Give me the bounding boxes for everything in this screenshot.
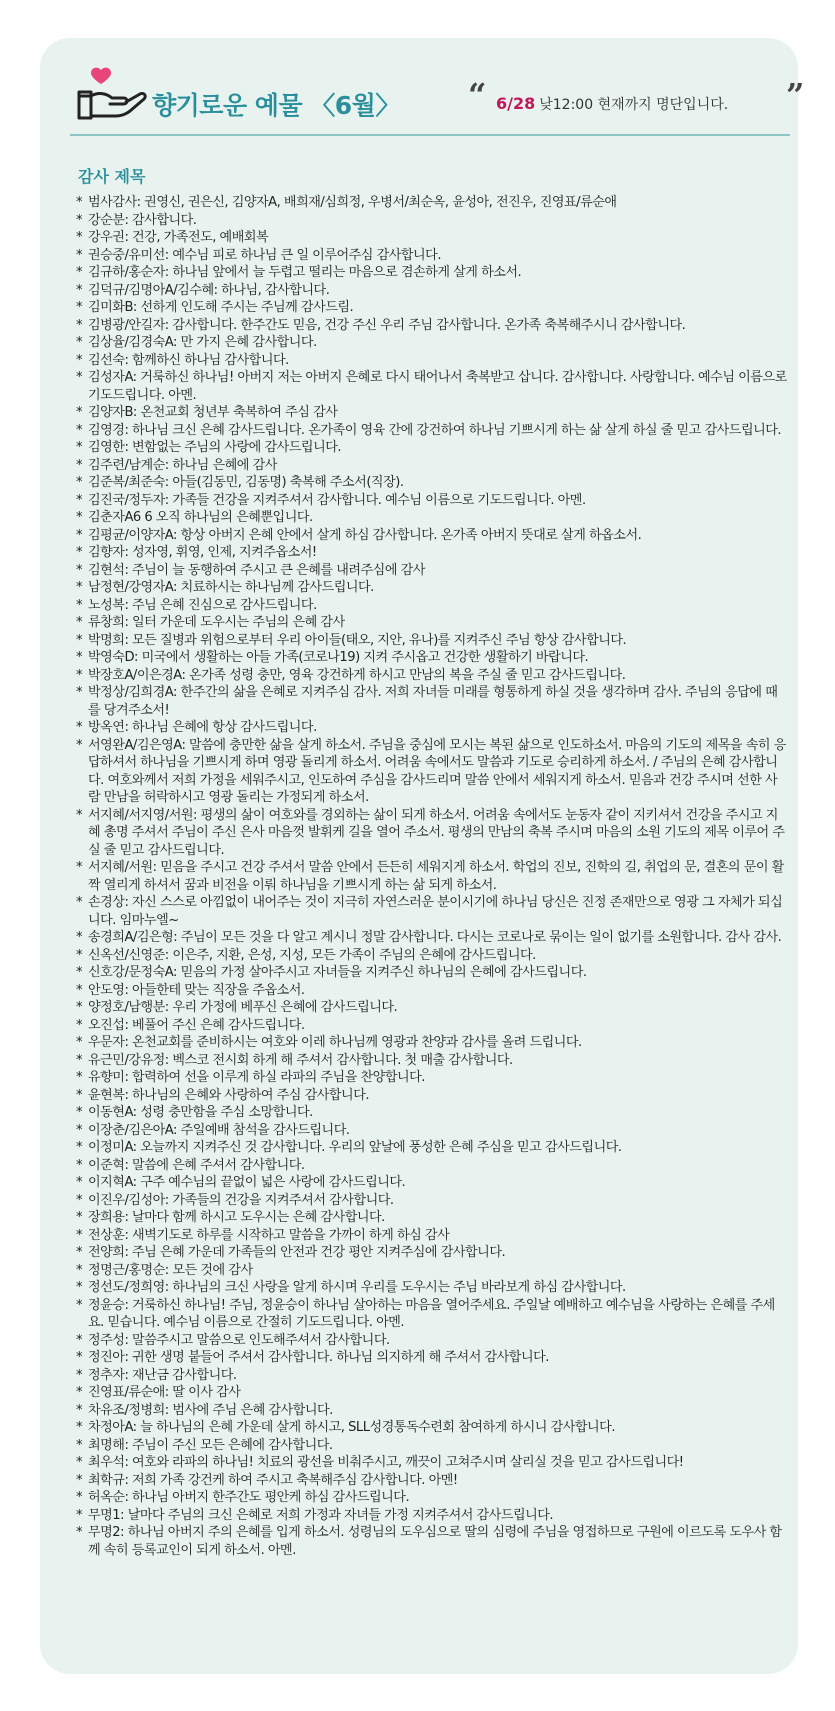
list-item: * 방옥연: 하나님 은혜에 항상 감사드립니다. <box>76 719 788 737</box>
list-item: * 김병광/안길자: 감사합니다. 한주간도 믿음, 건강 주신 우리 주님 감사합니다. 온가족 축복해주시니 감사합니다. <box>76 317 788 335</box>
heart-hand-icon <box>76 66 148 124</box>
status-text: 낮12:00 현재까지 명단입니다. <box>539 97 729 113</box>
list-item: * 강우권: 건강, 가족전도, 예배회복 <box>76 229 788 247</box>
list-item: * 무명2: 하나님 아버지 주의 은혜를 입게 하소서. 성령님의 도우심으로 딸의 심령에 주님을 영접하므로 구원에 이르도록 도우사 함께 속히 등록교인이 되게 하소서. 아멘. <box>76 1524 788 1559</box>
page-title: 향기로운 예물 〈6월〉 <box>152 91 400 120</box>
list-item: * 전상훈: 새벽기도로 하루를 시작하고 말씀을 가까이 하게 하심 감사 <box>76 1227 788 1245</box>
list-item: * 강순분: 감사합니다. <box>76 212 788 230</box>
list-item: * 김평균/이양자A: 항상 아버지 은혜 안에서 살게 하심 감사합니다. 온가족 아버지 뜻대로 살게 하옵소서. <box>76 527 788 545</box>
list-item: * 최우석: 여호와 라파의 하나님! 치료의 광선을 비춰주시고, 깨끗이 고쳐주시며 살리실 것을 믿고 감사드립니다! <box>76 1454 788 1472</box>
list-item: * 우문자: 온천교회를 준비하시는 여호와 이레 하나님께 영광과 찬양과 감사를 올려 드립니다. <box>76 1034 788 1052</box>
list-item: * 차유조/정병희: 범사에 주님 은혜 감사합니다. <box>76 1402 788 1420</box>
list-item: * 윤현복: 하나님의 은혜와 사랑하여 주심 감사합니다. <box>76 1087 788 1105</box>
list-item: * 정주성: 말씀주시고 말씀으로 인도해주셔서 감사합니다. <box>76 1332 788 1350</box>
list-item: * 이장춘/김은아A: 주일예배 참석을 감사드립니다. <box>76 1122 788 1140</box>
list-item: * 정윤승: 거룩하신 하나님! 주님, 정윤승이 하나님 살아하는 마음을 열어주세요. 주일날 예배하고 예수님을 사랑하는 은혜를 주세요. 믿습니다. 예수님 이름으로 간절히 기도드립니다. 아멘. <box>76 1297 788 1332</box>
list-item: * 김현석: 주님이 늘 동행하여 주시고 큰 은혜를 내려주심에 감사 <box>76 562 788 580</box>
list-item: * 차정아A: 늘 하나님의 은혜 가운데 살게 하시고, SLL성경통독수련회 참여하게 하시니 감사합니다. <box>76 1419 788 1437</box>
list-item: * 박명희: 모든 질병과 위험으로부터 우리 아이들(태오, 지안, 유나)를 지켜주신 주님 항상 감사합니다. <box>76 632 788 650</box>
list-item: * 정진아: 귀한 생명 붙들어 주셔서 감사합니다. 하나님 의지하게 해 주셔서 감사합니다. <box>76 1349 788 1367</box>
status-note <box>496 94 728 114</box>
list-item: * 양정호/남행분: 우리 가정에 베푸신 은혜에 감사드립니다. <box>76 999 788 1017</box>
list-item: * 신호강/문정숙A: 믿음의 가정 살아주시고 자녀들을 지켜주신 하나님의 은혜에 감사드립니다. <box>76 964 788 982</box>
list-item: * 정선도/정희영: 하나님의 크신 사랑을 알게 하시며 우리를 도우시는 주님 바라보게 하심 감사합니다. <box>76 1279 788 1297</box>
list-item: * 김영한: 변함없는 주님의 사랑에 감사드립니다. <box>76 439 788 457</box>
list-item: * 이진우/김성아: 가족들의 건강을 지켜주셔서 감사합니다. <box>76 1192 788 1210</box>
list-item: * 권승중/유미선: 예수님 피로 하나님 큰 일 이루어주심 감사합니다. <box>76 247 788 265</box>
list-item: * 서영완A/김은영A: 말씀에 충만한 삶을 살게 하소서. 주님을 중심에 모시는 복된 삶으로 인도하소서. 마음의 기도의 제목을 속히 응답하셔서 하나님을 기쁘시게 하며 영광 돌리게 하소서. 어려움 속에서도 말씀과 기도로 승리하게 하소서. / 주님의 은혜 감사합니다. 여호와께서 저희 가정을 세워주시고, 인도하여 주심을 감사드리며 말씀 안에서 세워지게 하소서. 믿음과 건강 주시며 선한 사람 만남을 허락하시고 영광 돌리는 가정되게 하소서. <box>76 737 788 807</box>
list-item: * 서지혜/서원: 믿음을 주시고 건강 주셔서 말씀 안에서 든든히 세워지게 하소서. 학업의 진보, 진학의 길, 취업의 문, 결혼의 문이 활짝 열리게 하셔서 꿈과 비전을 이뤄 하나님을 기쁘시게 하는 삶 되게 하소서. <box>76 859 788 894</box>
header <box>76 64 805 134</box>
list-item: * 박영숙D: 미국에서 생활하는 아들 가족(코로나19) 지켜 주시옵고 건강한 생활하기 바랍니다. <box>76 649 788 667</box>
list-item: * 김주련/남계순: 하나님 은혜에 감사 <box>76 457 788 475</box>
list-item: * 안도영: 아들한테 맞는 직장을 주옵소서. <box>76 982 788 1000</box>
offering-card <box>40 38 805 1674</box>
divider <box>70 134 790 136</box>
quote-open: “ <box>468 76 487 114</box>
list-item: * 김상율/김경숙A: 만 가지 은혜 감사합니다. <box>76 334 788 352</box>
list-item: * 서지혜/서지영/서원: 평생의 삶이 여호와를 경외하는 삶이 되게 하소서. 어려움 속에서도 눈동자 같이 지키셔서 건강을 주시고 지혜 총명 주셔서 주님이 주신 은사 마음껏 발휘케 길을 열어 주소서. 평생의 만남의 축복 주시며 마음의 소원 기도의 제목 이루어 주실 줄 믿고 감사드립니다. <box>76 807 788 860</box>
list-item: * 정명근/홍명순: 모든 것에 감사 <box>76 1262 788 1280</box>
list-item: * 박장호A/이은경A: 온가족 성령 충만, 영육 강건하게 하시고 만남의 복을 주실 줄 믿고 감사드립니다. <box>76 667 788 685</box>
list-item: * 진영표/류순애: 딸 이사 감사 <box>76 1384 788 1402</box>
list-item: * 김규하/홍순자: 하나님 앞에서 늘 두렵고 떨리는 마음으로 겸손하게 살게 하소서. <box>76 264 788 282</box>
list-item: * 오진섭: 베풀어 주신 은혜 감사드립니다. <box>76 1017 788 1035</box>
list-item: * 김선숙: 함께하신 하나님 감사합니다. <box>76 352 788 370</box>
list-item: * 손경상: 자신 스스로 아낌없이 내어주는 것이 지극히 자연스러운 분이시기에 하나님 당신은 진정 존재만으로 영광 그 자체가 되십니다. 임마누엘~ <box>76 894 788 929</box>
list-item: * 송경희A/김은형: 주님이 모든 것을 다 알고 계시니 정말 감사합니다. 다시는 코로나로 묶이는 일이 없기를 소원합니다. 감사 감사. <box>76 929 788 947</box>
list-item: * 김준복/최준숙: 아들(김동민, 김동명) 축복해 주소서(직장). <box>76 474 788 492</box>
list-item: * 이준혁: 말씀에 은혜 주셔서 감사합니다. <box>76 1157 788 1175</box>
list-item: * 이지혁A: 구주 예수님의 끝없이 넓은 사랑에 감사드립니다. <box>76 1174 788 1192</box>
list-item: * 김춘자A6 6 오직 하나님의 은혜뿐입니다. <box>76 509 788 527</box>
list-item: * 정추자: 재난금 감사합니다. <box>76 1367 788 1385</box>
list-item: * 김미화B: 선하게 인도해 주시는 주님께 감사드림. <box>76 299 788 317</box>
list-item: * 남정현/강영자A: 치료하시는 하나님께 감사드립니다. <box>76 579 788 597</box>
list-item: * 무명1: 날마다 주님의 크신 은혜로 저희 가정과 자녀들 가정 지켜주셔서 감사드립니다. <box>76 1507 788 1525</box>
section-title: 감사 제목 <box>78 167 146 186</box>
list-item: * 유근민/강유정: 벡스코 전시회 하게 해 주셔서 감사합니다. 첫 매출 감사합니다. <box>76 1052 788 1070</box>
quote-close: ” <box>786 76 805 114</box>
list-item: * 범사감사: 권영신, 권은신, 김양자A, 배희재/심희정, 우병서/최순옥, 윤성아, 전진우, 진영표/류순애 <box>76 194 788 212</box>
list-item: * 최명해: 주님이 주신 모든 은혜에 감사합니다. <box>76 1437 788 1455</box>
thanks-list <box>76 194 788 1559</box>
list-item: * 이동현A: 성령 충만함을 주심 소망합니다. <box>76 1104 788 1122</box>
list-item: * 박정상/김희경A: 한주간의 삶을 은혜로 지켜주심 감사. 저희 자녀들 미래를 형통하게 하실 것을 생각하며 감사. 주님의 응답에 때를 당겨주소서! <box>76 684 788 719</box>
list-item: * 최학규: 저희 가족 강건케 하여 주시고 축복해주심 감사합니다. 아멘! <box>76 1472 788 1490</box>
list-item: * 허옥순: 하나님 아버지 한주간도 평안케 하심 감사드립니다. <box>76 1489 788 1507</box>
list-item: * 신옥선/신영준: 이은주, 지환, 은성, 지성, 모든 가족이 주님의 은혜에 감사드립니다. <box>76 947 788 965</box>
list-item: * 김양자B: 온천교회 청년부 축복하여 주심 감사 <box>76 404 788 422</box>
list-item: * 이정미A: 오늘까지 지켜주신 것 감사합니다. 우리의 앞날에 풍성한 은혜 주심을 믿고 감사드립니다. <box>76 1139 788 1157</box>
list-item: * 김향자: 성자영, 휘영, 인제, 지켜주옵소서! <box>76 544 788 562</box>
list-item: * 유향미: 합력하여 선을 이루게 하실 라파의 주님을 찬양합니다. <box>76 1069 788 1087</box>
list-item: * 장희용: 날마다 함께 하시고 도우시는 은혜 감사합니다. <box>76 1209 788 1227</box>
list-item: * 전양희: 주님 은혜 가운데 가족들의 안전과 건강 평안 지켜주심에 감사합니다. <box>76 1244 788 1262</box>
date-badge: 6/28 <box>496 94 536 113</box>
list-item: * 김성자A: 거룩하신 하나님! 아버지 저는 아버지 은혜로 다시 태어나서 축복받고 삽니다. 감사합니다. 사랑합니다. 예수님 이름으로 기도드립니다. 아멘. <box>76 369 788 404</box>
list-item: * 김영경: 하나님 크신 은혜 감사드립니다. 온가족이 영육 간에 강건하여 하나님 기쁘시게 하는 삶 살게 하실 줄 믿고 감사드립니다. <box>76 422 788 440</box>
list-item: * 노성복: 주님 은혜 진심으로 감사드립니다. <box>76 597 788 615</box>
list-item: * 김진국/정두자: 가족들 건강을 지켜주셔서 감사합니다. 예수님 이름으로 기도드립니다. 아멘. <box>76 492 788 510</box>
list-item: * 김덕규/김명아A/김수혜: 하나님, 감사합니다. <box>76 282 788 300</box>
list-item: * 류창희: 일터 가운데 도우시는 주님의 은혜 감사 <box>76 614 788 632</box>
